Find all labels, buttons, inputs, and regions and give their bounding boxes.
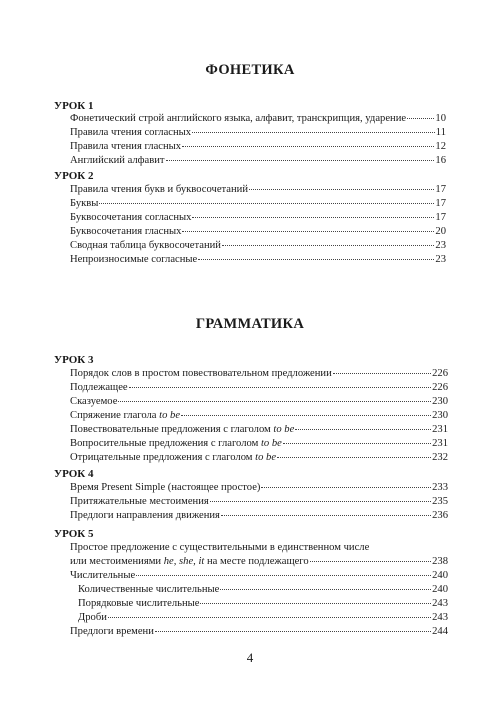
entry-title-line1: Простое предложение с существительными в единственном числе [70,542,370,553]
entry-title: Правила чтения гласных [70,141,182,152]
toc-entry[interactable] [70,225,446,238]
leader-dots [220,589,431,590]
toc-entry[interactable] [70,451,448,464]
entry-title-italic: to be [273,424,295,435]
entry-title: Буквы [70,198,99,209]
toc-entry[interactable] [70,367,448,380]
leader-dots [108,617,431,618]
entry-page: 17 [435,198,446,209]
entry-title-italic: to be [159,410,181,421]
toc-entry[interactable] [70,395,448,408]
lesson-heading-1: УРОК 1 [54,100,94,112]
toc-entry[interactable] [78,597,448,610]
toc-entry[interactable] [70,197,446,210]
entry-title: Количественные числительные [78,584,220,595]
entry-page: 233 [432,482,448,493]
toc-entry[interactable] [70,569,448,582]
toc-entry[interactable] [70,140,446,153]
entry-page: 230 [432,396,448,407]
toc-entry[interactable] [78,583,448,596]
toc-entry[interactable] [70,253,446,266]
leader-dots [136,575,431,576]
toc-entry[interactable] [70,112,446,125]
entry-page: 240 [432,584,448,595]
entry-page: 230 [432,410,448,421]
toc-entry[interactable] [70,555,448,568]
entry-page: 12 [435,141,446,152]
toc-entry[interactable] [70,495,448,508]
entry-page: 23 [435,254,446,265]
entry-title: Отрицательные предложения с глаголом to be [70,452,277,463]
leader-dots [200,603,431,604]
leader-dots [261,487,431,488]
leader-dots [222,245,434,246]
toc-entry[interactable] [70,211,446,224]
entry-title-italic: he, she, it [163,556,205,567]
entry-title: Время Present Simple (настоящее простое) [70,482,261,493]
lesson-heading-4: УРОК 4 [54,468,94,480]
toc-entry[interactable] [70,409,448,422]
entry-page: 236 [432,510,448,521]
leader-dots [333,373,431,374]
entry-title: Дроби [78,612,107,623]
toc-entry[interactable] [70,154,446,167]
entry-title-italic: to be [255,452,277,463]
lesson-heading-3: УРОК 3 [54,354,94,366]
leader-dots [310,561,431,562]
entry-title: Фонетический строй английского языка, алфавит, транскрипция, ударение [70,113,407,124]
leader-dots [221,515,431,516]
leader-dots [129,387,432,388]
toc-entry[interactable] [70,509,448,522]
entry-title: Подлежащее [70,382,128,393]
entry-page: 23 [435,240,446,251]
entry-page: 238 [432,556,448,567]
leader-dots [192,132,435,133]
leader-dots [118,401,431,402]
section-title-phonetics: ФОНЕТИКА [205,62,295,78]
entry-title: Непроизносимые согласные [70,254,198,265]
entry-page: 244 [432,626,448,637]
toc-entry[interactable] [70,625,448,638]
entry-title: Спряжение глагола to be [70,410,181,421]
entry-page: 20 [435,226,446,237]
toc-entry[interactable] [78,611,448,624]
page-number: 4 [246,650,254,665]
toc-entry[interactable] [70,183,446,196]
entry-title: Правила чтения согласных [70,127,192,138]
entry-page: 243 [432,612,448,623]
entry-page: 240 [432,570,448,581]
entry-title: Предлоги направления движения [70,510,220,521]
entry-page: 231 [432,424,448,435]
toc-entry[interactable] [70,423,448,436]
toc-entry[interactable] [70,381,448,394]
entry-title: Порядок слов в простом повествовательном предложении [70,368,332,379]
leader-dots [283,443,431,444]
leader-dots [277,457,431,458]
leader-dots [181,415,431,416]
entry-title-italic: to be [260,438,282,449]
leader-dots [192,217,434,218]
toc-entry[interactable] [70,481,448,494]
leader-dots [182,146,434,147]
entry-page: 226 [432,382,448,393]
entry-title: Притяжательные местоимения [70,496,209,507]
entry-title: Правила чтения букв и буквосочетаний [70,184,249,195]
entry-title: Буквосочетания гласных [70,226,182,237]
entry-page: 17 [435,212,446,223]
entry-title: Числительные [70,570,136,581]
entry-title: Буквосочетания согласных [70,212,192,223]
entry-title: Вопросительные предложения с глаголом to be [70,438,282,449]
leader-dots [99,203,434,204]
entry-title: Предлоги времени [70,626,154,637]
entry-title: Сводная таблица буквосочетаний [70,240,221,251]
entry-page: 226 [432,368,448,379]
entry-page: 17 [435,184,446,195]
entry-page: 16 [435,155,446,166]
entry-page: 11 [435,127,446,138]
leader-dots [210,501,431,502]
entry-title: или местоимениями he, she, it на месте подлежащего [70,556,309,567]
entry-page: 231 [432,438,448,449]
leader-dots [166,160,435,161]
entry-title: Порядковые числительные [78,598,200,609]
leader-dots [407,118,434,119]
toc-entry[interactable] [70,126,446,139]
entry-title: Повествовательные предложения с глаголом to be [70,424,295,435]
section-title-grammar: ГРАММАТИКА [195,316,305,332]
entry-page: 243 [432,598,448,609]
leader-dots [198,259,434,260]
leader-dots [182,231,434,232]
entry-page: 232 [432,452,448,463]
leader-dots [155,631,431,632]
entry-title: Английский алфавит [70,155,165,166]
lesson-heading-2: УРОК 2 [54,170,94,182]
toc-entry[interactable] [70,437,448,450]
leader-dots [249,189,434,190]
entry-page: 235 [432,496,448,507]
entry-page: 10 [435,113,446,124]
entry-title: Сказуемое [70,396,118,407]
lesson-heading-5: УРОК 5 [54,528,94,540]
leader-dots [295,429,431,430]
toc-entry[interactable] [70,239,446,252]
